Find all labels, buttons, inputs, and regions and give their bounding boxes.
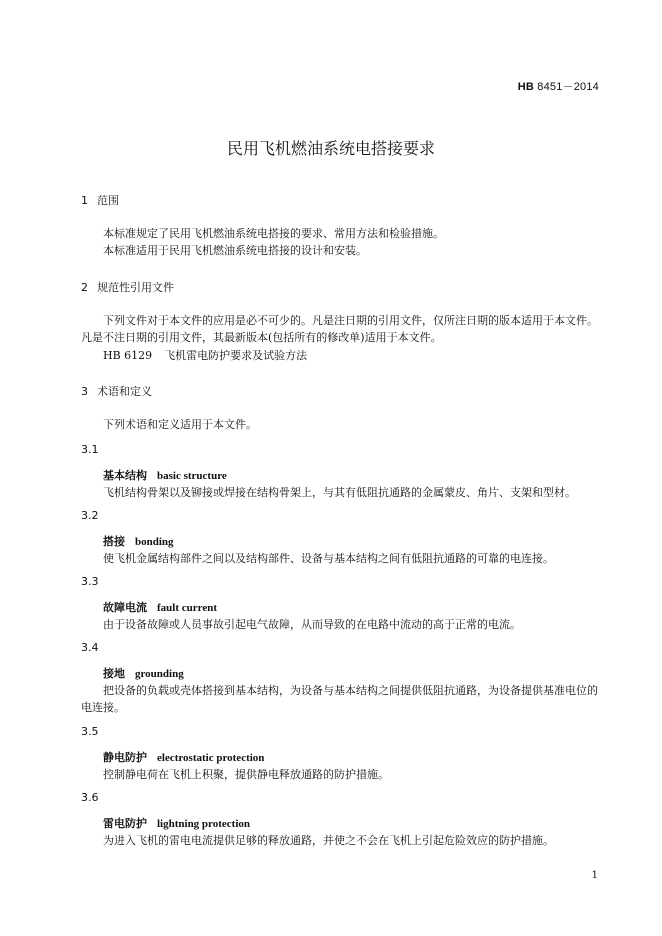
- section-title: 范围: [97, 194, 119, 207]
- term-en: lightning protection: [157, 818, 251, 830]
- term-number: 3.5: [81, 725, 99, 738]
- term-definition: 把设备的负载或壳体搭接到基本结构，为设备与基本结构之间提供低阻抗通路，为设备提供基准电位的电连接。: [81, 684, 598, 714]
- term-heading: [103, 665, 184, 681]
- term-definition: 由于设备故障或人员事故引起电气故障，从而导致的在电路中流动的高于正常的电流。: [103, 618, 521, 631]
- section-title: 术语和定义: [97, 385, 152, 398]
- term-definition: 控制静电荷在飞机上积聚，提供静电释放通路的防护措施。: [103, 768, 389, 781]
- page-number: 1: [591, 870, 598, 881]
- term-number: 3.6: [81, 791, 99, 804]
- section-number: 2: [81, 281, 88, 294]
- term-en: bonding: [135, 536, 174, 548]
- term-heading: [103, 467, 227, 483]
- term-number: 3.3: [81, 575, 99, 588]
- term-number: 3.2: [81, 509, 99, 522]
- term-en: grounding: [135, 668, 184, 680]
- standard-prefix: HB: [517, 81, 534, 93]
- section-heading-2: [81, 279, 174, 295]
- term-en: electrostatic protection: [157, 752, 265, 764]
- reference-code: HB 6129: [103, 349, 153, 362]
- document-title: 民用飞机燃油系统电搭接要求: [226, 139, 435, 158]
- term-number: 3.1: [81, 443, 99, 456]
- term-zh: 故障电流: [103, 601, 147, 614]
- section-heading-1: [81, 192, 119, 208]
- section-2-paragraph-1: 下列文件对于本文件的应用是必不可少的。凡是注日期的引用文件，仅所注日期的版本适用于本文件。凡是不注日期的引用文件，其最新版本(包括所有的修改单)适用于本文件。: [81, 314, 598, 344]
- section-number: 1: [81, 194, 88, 207]
- term-definition: 飞机结构骨架以及铆接或焊接在结构骨架上，与其有低阻抗通路的金属蒙皮、角片、支架和型材。: [103, 486, 576, 499]
- section-heading-3: [81, 383, 152, 399]
- term-heading: [103, 815, 250, 831]
- standard-number: 8451－2014: [534, 81, 599, 93]
- term-zh: 搭接: [103, 535, 125, 548]
- term-zh: 基本结构: [103, 469, 147, 482]
- term-zh: 雷电防护: [103, 817, 147, 830]
- term-heading: [103, 599, 217, 615]
- section-number: 3: [81, 385, 88, 398]
- standard-code: [518, 78, 599, 94]
- reference-title: 飞机雷电防护要求及试验方法: [164, 349, 308, 362]
- term-definition: 为进入飞机的雷电电流提供足够的释放通路，并使之不会在飞机上引起危险效应的防护措施。: [103, 834, 554, 847]
- term-zh: 接地: [103, 667, 125, 680]
- term-number: 3.4: [81, 641, 99, 654]
- term-en: fault current: [157, 602, 217, 614]
- term-heading: [103, 533, 174, 549]
- section-1-paragraph-1: 本标准规定了民用飞机燃油系统电搭接的要求、常用方法和检验措施。: [103, 227, 444, 240]
- normative-reference: [103, 347, 307, 363]
- term-en: basic structure: [157, 470, 227, 482]
- section-1-paragraph-2: 本标准适用于民用飞机燃油系统电搭接的设计和安装。: [103, 244, 367, 257]
- term-heading: [103, 749, 264, 765]
- term-definition: 使飞机金属结构部件之间以及结构部件、设备与基本结构之间有低阻抗通路的可靠的电连接。: [103, 552, 554, 565]
- section-title: 规范性引用文件: [97, 281, 174, 294]
- section-3-paragraph-1: 下列术语和定义适用于本文件。: [103, 418, 257, 431]
- term-zh: 静电防护: [103, 751, 147, 764]
